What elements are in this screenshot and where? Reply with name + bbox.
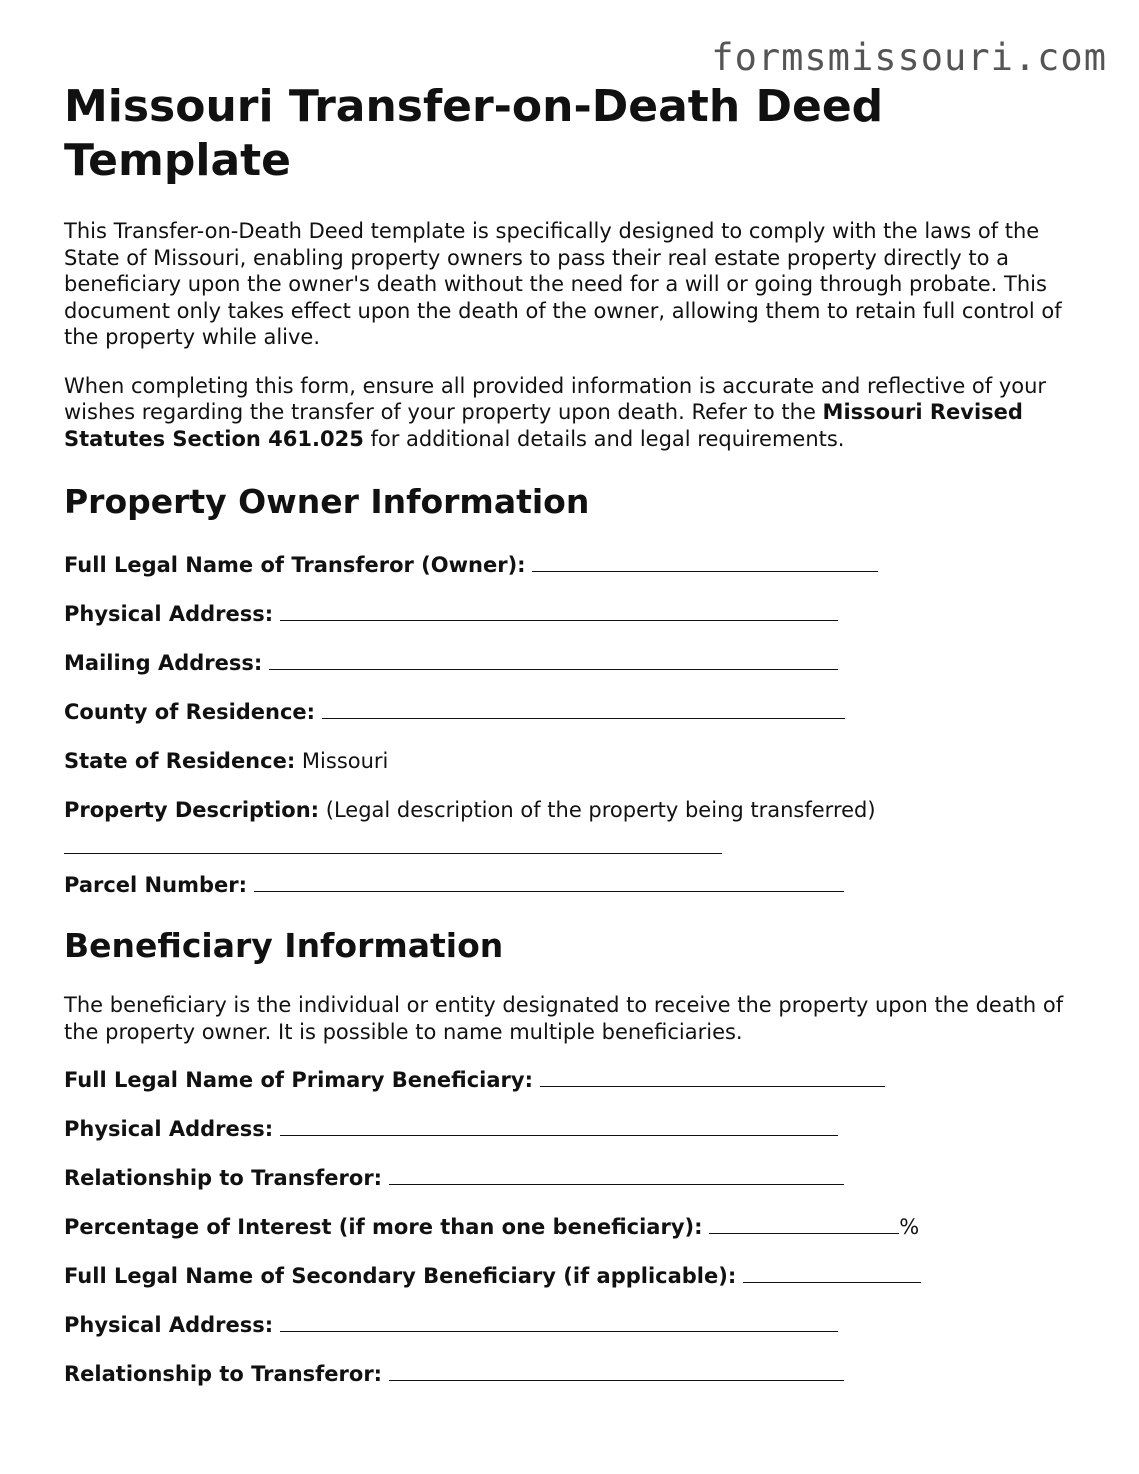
instructions-paragraph [64, 373, 1064, 453]
owner-county-label: County of Residence: [64, 700, 316, 724]
document-body [64, 80, 1064, 1410]
primary-beneficiary-name-field [64, 1067, 1064, 1094]
owner-state-value: Missouri [301, 749, 389, 773]
primary-relationship-input[interactable] [389, 1166, 844, 1185]
secondary-beneficiary-address-label: Physical Address: [64, 1313, 274, 1337]
intro-paragraph: This Transfer-on-Death Deed template is specifically designed to comply with the laws of the State of Missouri, enabling property owners to pass their real estate property directly to a beneficiary upon the owner's death without the need for a will or going through probate. This document only takes effect upon the death of the owner, allowing them to retain full control of the property while alive. [64, 219, 1062, 349]
property-description-hint: (Legal description of the property being transferred) [325, 798, 876, 822]
owner-physical-address-label: Physical Address: [64, 602, 274, 626]
beneficiary-intro: The beneficiary is the individual or entity designated to receive the property upon the death of the property owner. It is possible to name multiple beneficiaries. [64, 993, 1064, 1044]
secondary-relationship-input[interactable] [389, 1362, 844, 1381]
property-description-input[interactable] [64, 843, 722, 854]
primary-relationship-field [64, 1165, 1064, 1192]
percentage-interest-field [64, 1214, 1064, 1241]
secondary-beneficiary-name-input[interactable] [743, 1264, 921, 1283]
owner-section-heading: Property Owner Information [64, 482, 590, 521]
primary-beneficiary-address-field [64, 1116, 1064, 1143]
owner-name-field [64, 552, 1064, 579]
primary-beneficiary-name-label: Full Legal Name of Primary Beneficiary: [64, 1068, 533, 1092]
instructions-text-end: for additional details and legal requirements. [363, 426, 845, 451]
primary-beneficiary-name-input[interactable] [540, 1068, 885, 1087]
secondary-beneficiary-name-label: Full Legal Name of Secondary Beneficiary (if applicable): [64, 1264, 737, 1288]
parcel-number-field [64, 872, 1064, 899]
secondary-relationship-label: Relationship to Transferor: [64, 1362, 383, 1386]
owner-mailing-address-label: Mailing Address: [64, 651, 263, 675]
owner-mailing-address-input[interactable] [269, 651, 838, 670]
secondary-relationship-field [64, 1361, 1064, 1388]
parcel-number-label: Parcel Number: [64, 872, 247, 897]
percentage-interest-label: Percentage of Interest (if more than one beneficiary): [64, 1215, 703, 1239]
instructions-text: When completing this form, ensure all provided information is accurate and reflective of your wishes regarding the transfer of your property upon death. Refer to the [64, 373, 1047, 424]
primary-beneficiary-address-input[interactable] [280, 1117, 838, 1136]
owner-county-field [64, 699, 1064, 726]
owner-mailing-address-field [64, 650, 1064, 677]
property-description-label: Property Description: [64, 798, 320, 822]
secondary-beneficiary-address-field [64, 1312, 1064, 1339]
property-description-line [64, 834, 1064, 848]
beneficiary-section-heading: Beneficiary Information [64, 926, 504, 965]
secondary-beneficiary-address-input[interactable] [280, 1313, 838, 1332]
owner-physical-address-input[interactable] [280, 602, 838, 621]
parcel-number-input[interactable] [254, 873, 844, 892]
percentage-interest-input[interactable] [709, 1215, 899, 1234]
owner-state-label: State of Residence: [64, 749, 296, 773]
owner-county-input[interactable] [322, 700, 845, 719]
secondary-beneficiary-name-field [64, 1263, 1064, 1290]
owner-name-input[interactable] [532, 553, 878, 572]
page-title: Missouri Transfer-on-Death Deed Template [64, 81, 884, 186]
primary-relationship-label: Relationship to Transferor: [64, 1166, 383, 1190]
owner-state-field [64, 748, 1064, 775]
percent-sign: % [899, 1215, 920, 1239]
owner-name-label: Full Legal Name of Transferor (Owner): [64, 553, 526, 577]
statute-reference: Missouri Revised Statutes Section 461.025 [64, 400, 1023, 451]
watermark: formsmissouri.com [711, 36, 1107, 79]
primary-beneficiary-address-label: Physical Address: [64, 1117, 274, 1141]
property-description-field [64, 797, 1064, 824]
owner-physical-address-field [64, 601, 1064, 628]
